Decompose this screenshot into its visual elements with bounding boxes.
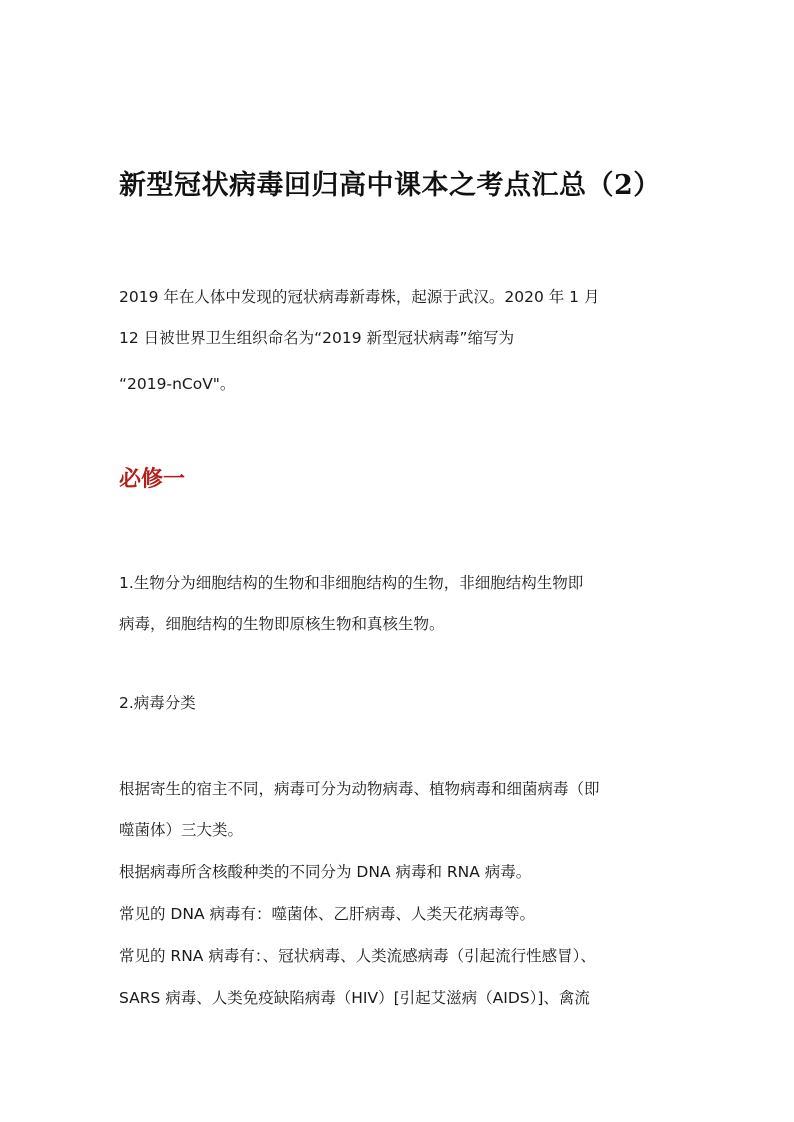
intro-line-2: 12 日被世界卫生组织命名为“2019 新型冠状病毒”缩写为: [119, 329, 515, 347]
item2-line-4: 常见的 DNA 病毒有：噬菌体、乙肝病毒、人类天花病毒等。: [119, 905, 535, 923]
item2-line-2: 噬菌体）三大类。: [119, 821, 244, 839]
item2-line-3: 根据病毒所含核酸种类的不同分为 DNA 病毒和 RNA 病毒。: [119, 863, 532, 881]
item2-line-1: 根据寄生的宿主不同，病毒可分为动物病毒、植物病毒和细菌病毒（即: [119, 780, 600, 798]
document-title: 新型冠状病毒回归高中课本之考点汇总（2）: [119, 170, 661, 201]
item1-line-1: 1.生物分为细胞结构的生物和非细胞结构的生物，非细胞结构生物即: [119, 574, 584, 592]
item2-heading: 2.病毒分类: [119, 694, 196, 712]
intro-line-1: 2019 年在人体中发现的冠状病毒新毒株，起源于武汉。2020 年 1 月: [119, 288, 600, 306]
item1-line-2: 病毒，细胞结构的生物即原核生物和真核生物。: [119, 615, 445, 633]
intro-line-3: “2019-nCoV"。: [119, 375, 236, 393]
section-heading: 必修一: [119, 466, 186, 492]
item2-line-6: SARS 病毒、人类免疫缺陷病毒（HIV）[引起艾滋病（AIDS）]、禽流: [119, 989, 590, 1007]
item2-line-5: 常见的 RNA 病毒有：、冠状病毒、人类流感病毒（引起流行性感冒）、: [119, 947, 596, 965]
